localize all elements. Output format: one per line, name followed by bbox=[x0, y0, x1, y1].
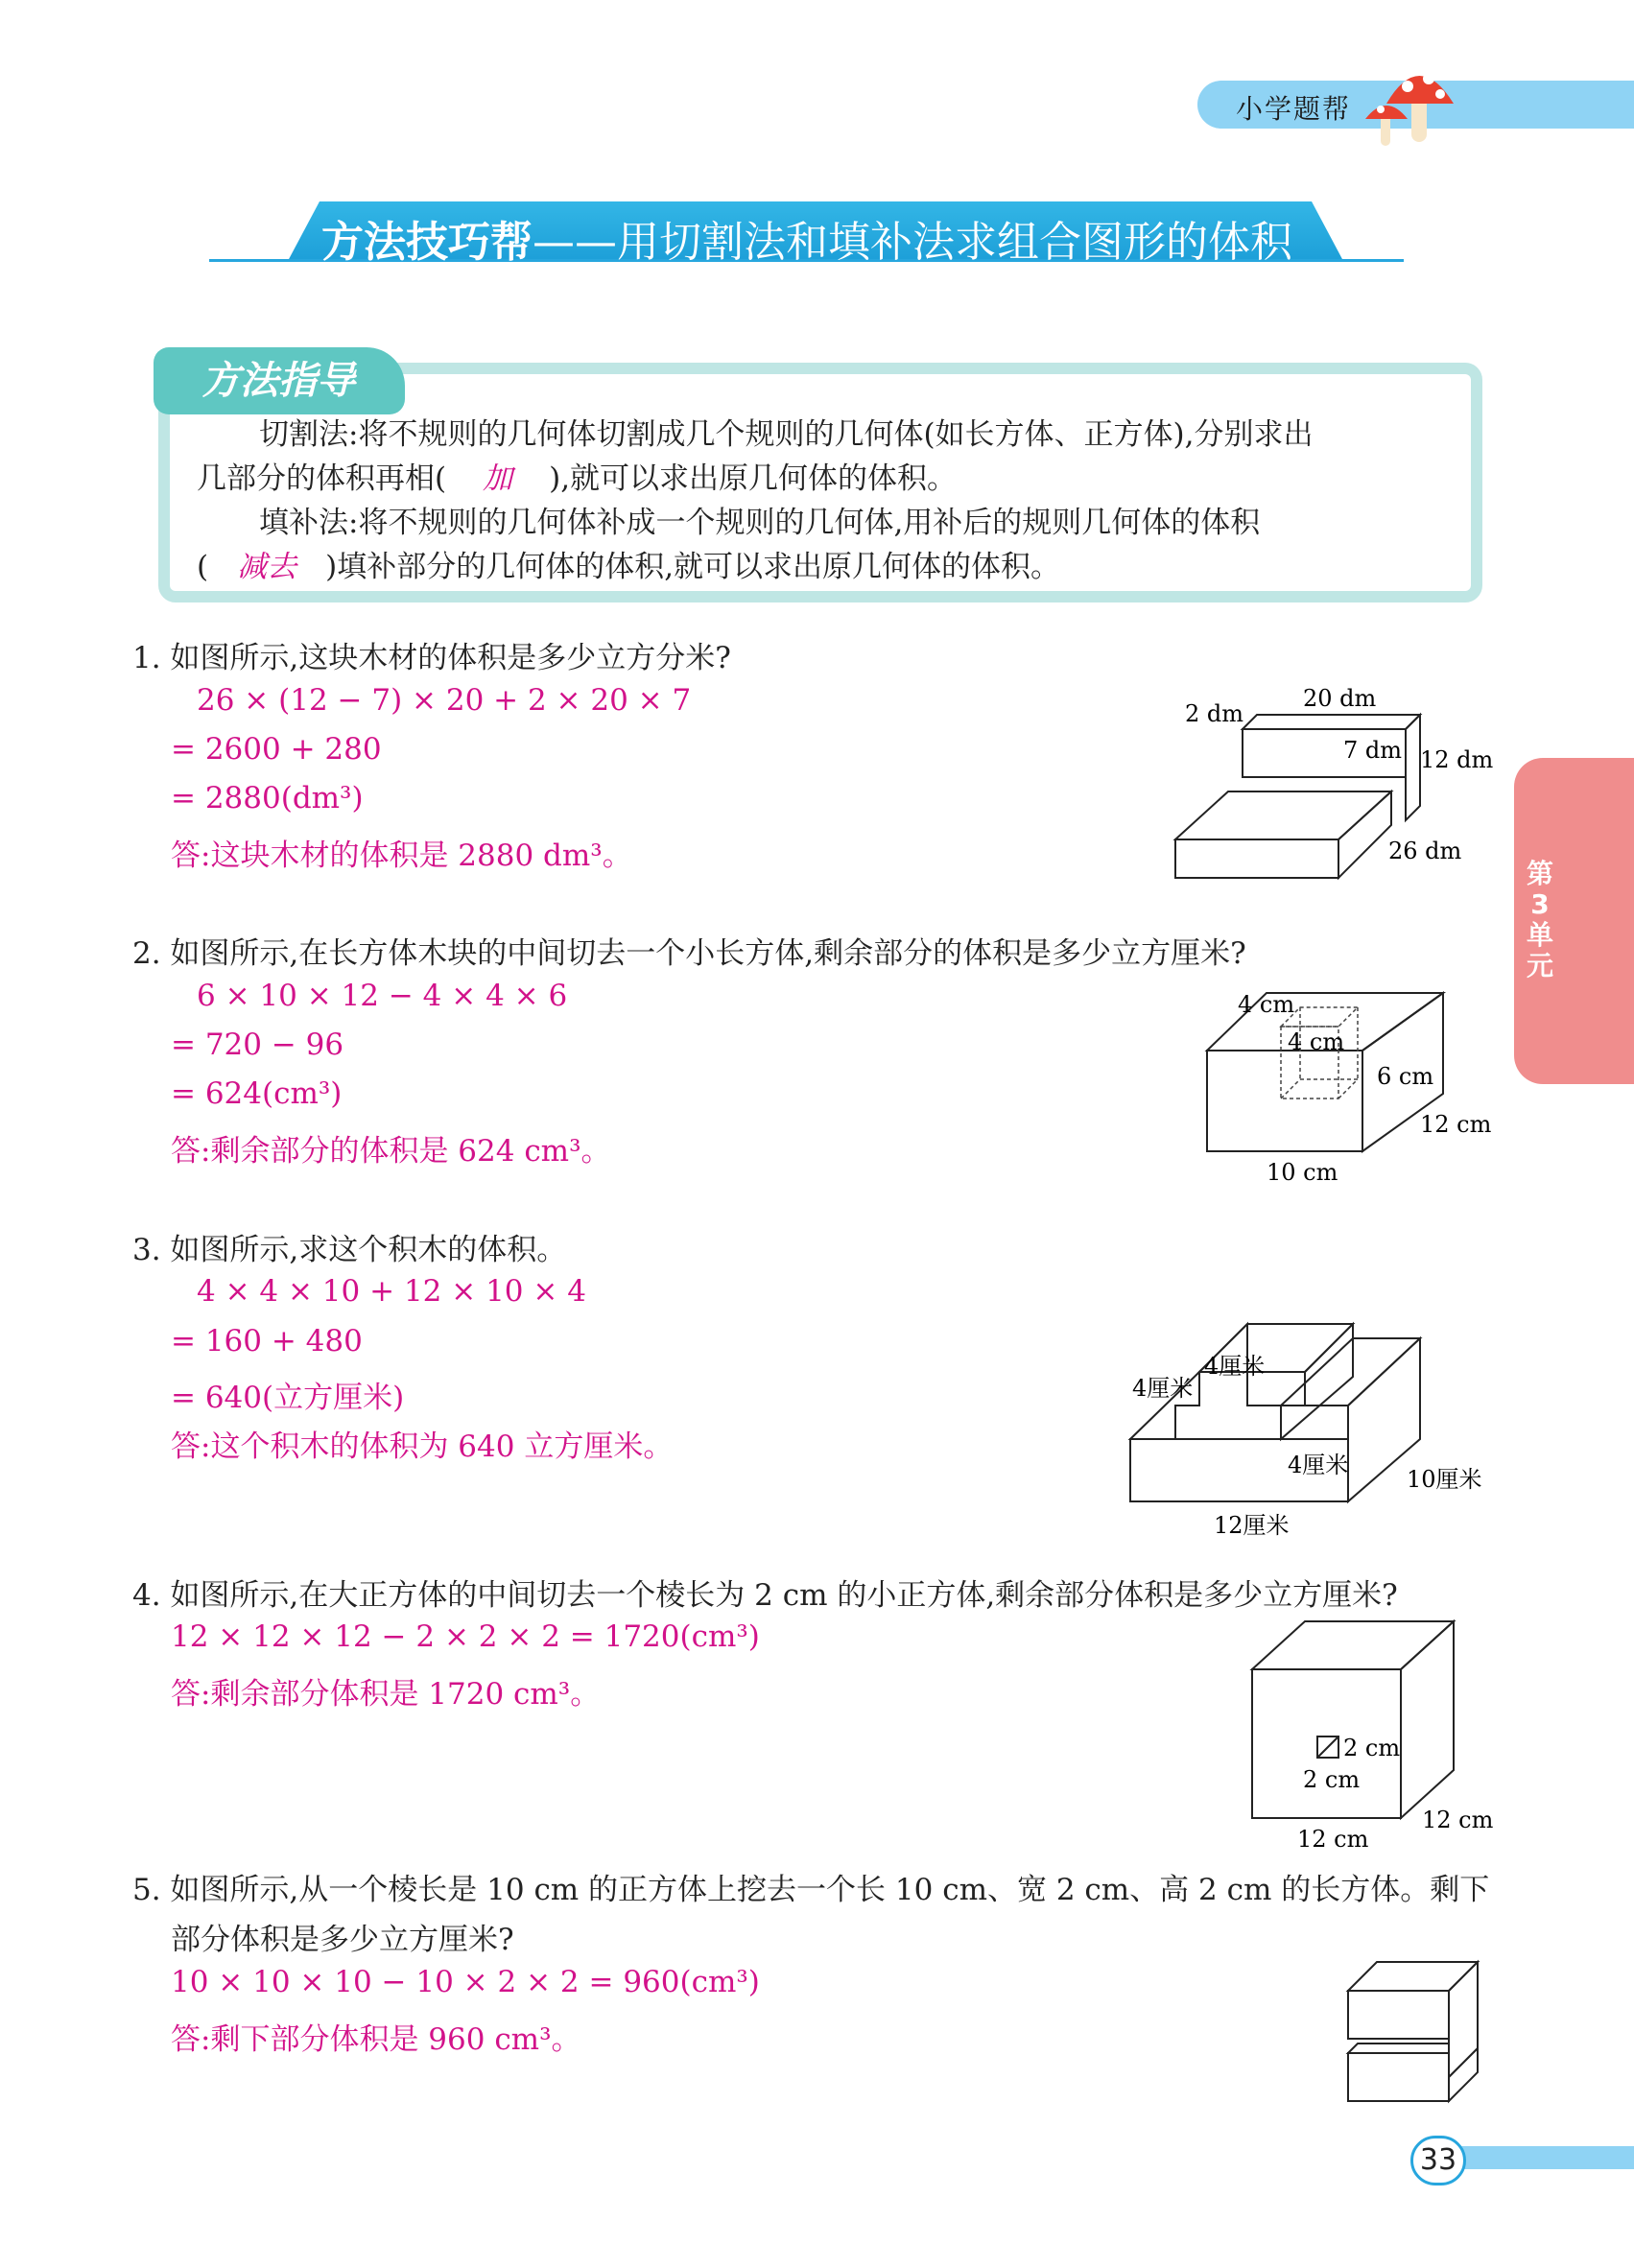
dim-label: 10 cm bbox=[1267, 1159, 1338, 1186]
dim-label: 4 cm bbox=[1238, 991, 1295, 1018]
figure-4 bbox=[1238, 1612, 1516, 1861]
method-fill-line1: 填补法:将不规则的几何体补成一个规则的几何体,用补后的规则几何体的体积 bbox=[259, 506, 1261, 540]
solution-line: = 160 + 480 bbox=[171, 1324, 363, 1358]
figure-1 bbox=[1161, 672, 1516, 892]
dim-label: 10厘米 bbox=[1407, 1466, 1482, 1493]
fill-answer: 加 bbox=[483, 461, 513, 496]
answer-2: 答:剩余部分的体积是 624 cm³。 bbox=[171, 1134, 611, 1169]
dim-label: 12 cm bbox=[1422, 1807, 1494, 1833]
brand-title: 小学题帮 bbox=[1236, 93, 1352, 125]
dim-label: 2 cm bbox=[1343, 1735, 1401, 1761]
answer-3: 答:这个积木的体积为 640 立方厘米。 bbox=[171, 1429, 674, 1464]
method-cut-line1: 切割法:将不规则的几何体切割成几个规则的几何体(如长方体、正方体),分别求出 bbox=[259, 417, 1314, 452]
dim-label: 2 cm bbox=[1303, 1766, 1361, 1793]
question-2: 2. 如图所示,在长方体木块的中间切去一个小长方体,剩余部分的体积是多少立方厘米? bbox=[132, 936, 1246, 971]
unit-side-label: 第3单元 bbox=[1526, 858, 1553, 981]
dim-label: 6 cm bbox=[1377, 1063, 1434, 1090]
solution-line: 10 × 10 × 10 − 10 × 2 × 2 = 960(cm³) bbox=[171, 1965, 760, 1999]
dim-label: 12 cm bbox=[1297, 1826, 1369, 1853]
dim-label: 26 dm bbox=[1388, 838, 1462, 864]
solution-line: = 720 − 96 bbox=[171, 1028, 344, 1062]
figure-2 bbox=[1190, 969, 1516, 1190]
method-fill-line2: ( 减去 )填补部分的几何体的体积,就可以求出原几何体的体积。 bbox=[197, 550, 1061, 584]
answer-1: 答:这块木材的体积是 2880 dm³。 bbox=[171, 839, 632, 873]
solution-line: = 640(立方厘米) bbox=[171, 1381, 405, 1415]
page-bar bbox=[1449, 2146, 1634, 2169]
fill-answer: 减去 bbox=[237, 550, 297, 584]
mushroom-icon bbox=[1348, 58, 1463, 154]
solution-line: 6 × 10 × 12 − 4 × 4 × 6 bbox=[197, 979, 568, 1013]
question-1: 1. 如图所示,这块木材的体积是多少立方分米? bbox=[132, 641, 731, 675]
dim-label: 4厘米 bbox=[1204, 1353, 1266, 1380]
dim-label: 20 dm bbox=[1303, 685, 1377, 712]
dim-label: 4厘米 bbox=[1132, 1375, 1194, 1402]
answer-5: 答:剩下部分体积是 960 cm³。 bbox=[171, 2022, 581, 2057]
figure-3 bbox=[1123, 1266, 1506, 1554]
dim-label: 4厘米 bbox=[1288, 1452, 1349, 1478]
page-title: 方法技巧帮——用切割法和填补法求组合图形的体积 bbox=[321, 218, 1292, 267]
solution-line: = 2880(dm³) bbox=[171, 781, 364, 815]
question-4: 4. 如图所示,在大正方体的中间切去一个棱长为 2 cm 的小正方体,剩余部分体积是多少立方厘米? bbox=[132, 1578, 1398, 1613]
page-number: 33 bbox=[1410, 2136, 1466, 2185]
solution-line: = 624(cm³) bbox=[171, 1076, 343, 1111]
solution-line: 4 × 4 × 10 + 12 × 10 × 4 bbox=[197, 1274, 586, 1309]
question-5-cont: 部分体积是多少立方厘米? bbox=[171, 1923, 514, 1957]
dim-label: 2 dm bbox=[1185, 700, 1244, 727]
figure-5 bbox=[1338, 1957, 1502, 2111]
question-5: 5. 如图所示,从一个棱长是 10 cm 的正方体上挖去一个长 10 cm、宽 2 cm、高 2 cm 的长方体。剩下 bbox=[132, 1873, 1490, 1907]
dim-label: 4 cm bbox=[1288, 1028, 1345, 1055]
question-3: 3. 如图所示,求这个积木的体积。 bbox=[132, 1233, 567, 1267]
dim-label: 7 dm bbox=[1343, 737, 1403, 764]
method-label: 方法指导 bbox=[154, 347, 405, 414]
answer-4: 答:剩余部分体积是 1720 cm³。 bbox=[171, 1677, 601, 1712]
solution-line: 26 × (12 − 7) × 20 + 2 × 20 × 7 bbox=[197, 683, 692, 718]
solution-line: 12 × 12 × 12 − 2 × 2 × 2 = 1720(cm³) bbox=[171, 1619, 760, 1654]
dim-label: 12 dm bbox=[1420, 746, 1494, 773]
dim-label: 12厘米 bbox=[1214, 1512, 1290, 1539]
solution-line: = 2600 + 280 bbox=[171, 732, 382, 767]
dim-label: 12 cm bbox=[1420, 1111, 1492, 1138]
method-cut-line2: 几部分的体积再相( 加 ),就可以求出原几何体的体积。 bbox=[197, 461, 958, 496]
